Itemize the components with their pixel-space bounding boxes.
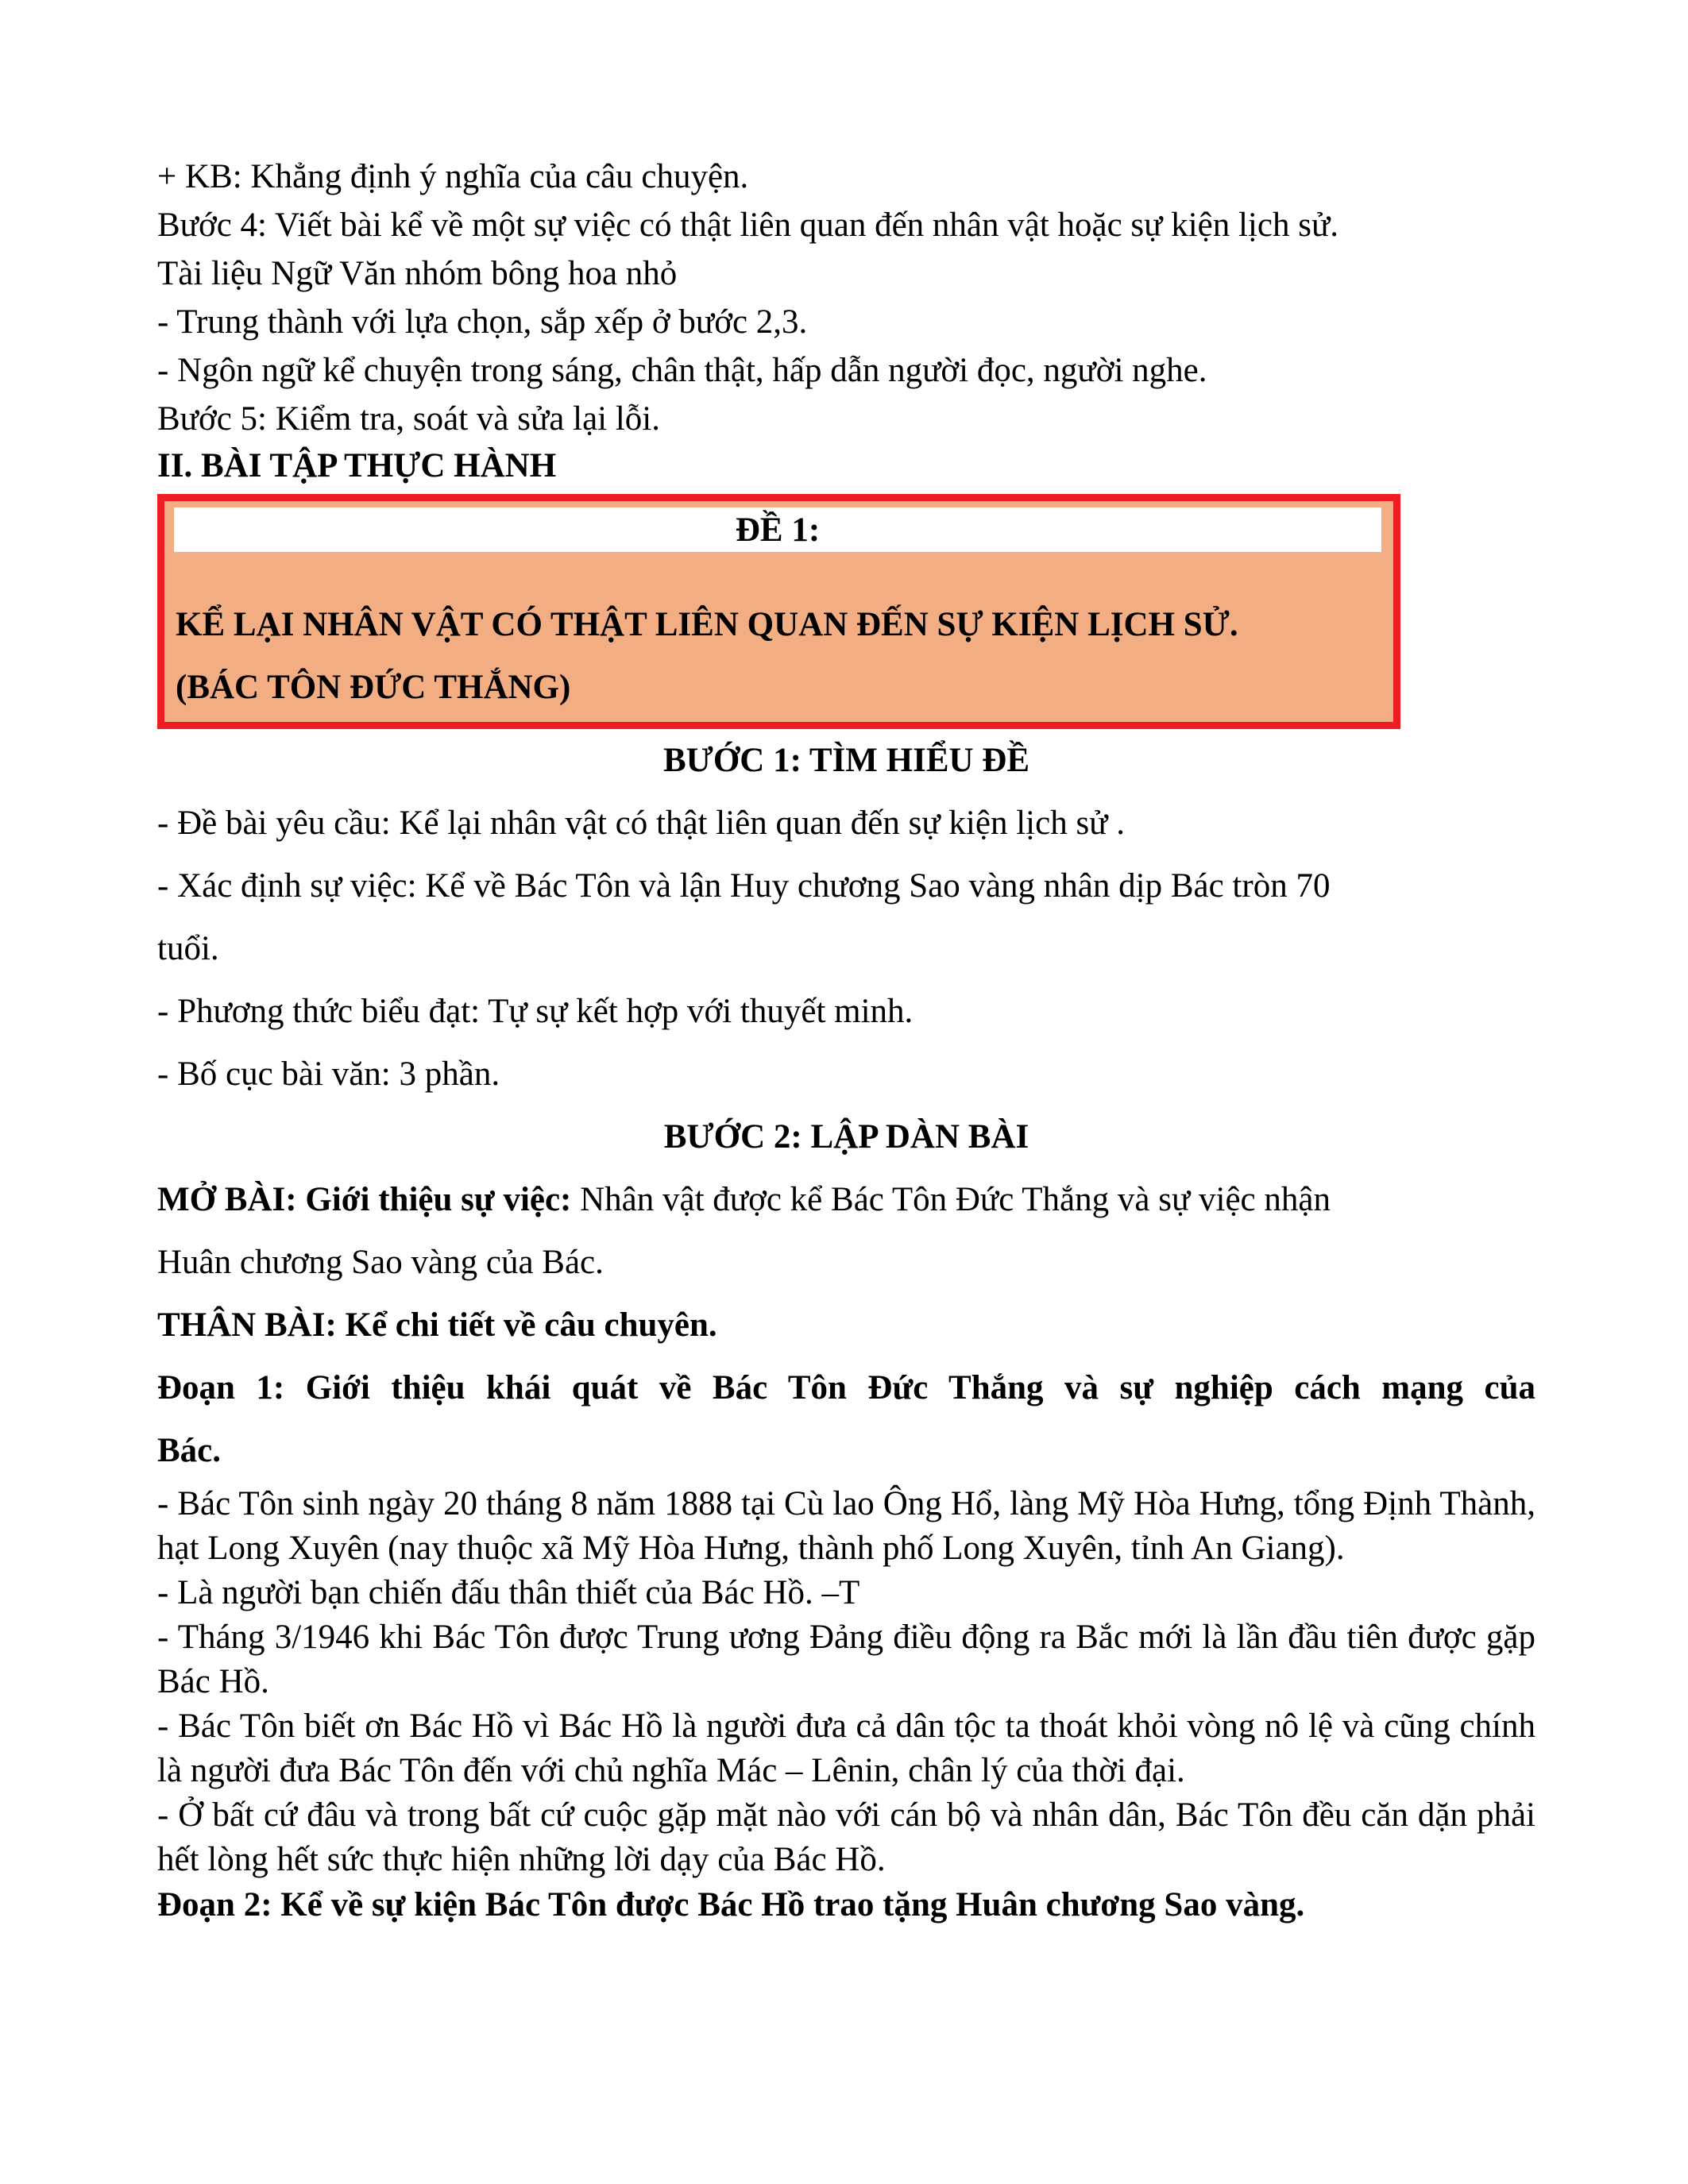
mo-bai-line-1	[157, 1168, 1535, 1231]
step1-item: - Phương thức biểu đạt: Tự sự kết hợp với thuyết minh.	[157, 993, 914, 1030]
exercise-title: ĐỀ 1:	[174, 507, 1381, 552]
exercise-topic-line-2: (BÁC TÔN ĐỨC THẮNG)	[176, 669, 571, 706]
doan2-heading: Đoạn 2: Kể về sự kiện Bác Tôn được Bác Hồ trao tặng Huân chương Sao vàng.	[157, 1886, 1305, 1924]
intro-line-4: - Trung thành với lựa chọn, sắp xếp ở bước 2,3.	[157, 303, 808, 341]
document-page	[157, 152, 1535, 1928]
intro-line-2: Bước 4: Viết bài kể về một sự việc có thật liên quan đến nhân vật hoặc sự kiện lịch sử.	[157, 206, 1339, 244]
mo-bai-label: MỞ BÀI: Giới thiệu sự việc:	[157, 1181, 572, 1218]
mo-bai-text: Nhân vật được kể Bác Tôn Đức Thắng và sự việc nhận	[571, 1181, 1331, 1218]
exercise-topic-line-1: KỂ LẠI NHÂN VẬT CÓ THẬT LIÊN QUAN ĐẾN SỰ KIỆN LỊCH SỬ.	[176, 606, 1238, 643]
section-title: II. BÀI TẬP THỰC HÀNH	[157, 447, 557, 484]
intro-line-1: + KB: Khẳng định ý nghĩa của câu chuyện.	[157, 158, 749, 195]
step1-heading: BƯỚC 1: TÌM HIỂU ĐỀ	[662, 742, 1030, 779]
step1-item: - Đề bài yêu cầu: Kể lại nhân vật có thật liên quan đến sự kiện lịch sử .	[157, 805, 1125, 842]
doan1-item: - Bác Tôn biết ơn Bác Hồ vì Bác Hồ là người đưa cả dân tộc ta thoát khỏi vòng nô lệ và cũng chính là người đưa Bác Tôn đến với chủ nghĩa Mác – Lênin, chân lý của thời đại.	[157, 1707, 1535, 1789]
exercise-topic	[176, 593, 1238, 719]
intro-line-6: Bước 5: Kiểm tra, soát và sửa lại lỗi.	[157, 400, 660, 438]
intro-line-5: - Ngôn ngữ kể chuyện trong sáng, chân thật, hấp dẫn người đọc, người nghe.	[157, 352, 1207, 389]
doan1-item: - Tháng 3/1946 khi Bác Tôn được Trung ương Đảng điều động ra Bắc mới là lần đầu tiên được gặp Bác Hồ.	[157, 1619, 1535, 1700]
step1-item: - Bố cục bài văn: 3 phần.	[157, 1055, 500, 1093]
doan1-heading-line-2: Bác.	[157, 1432, 222, 1469]
step2-heading: BƯỚC 2: LẬP DÀN BÀI	[663, 1118, 1029, 1156]
intro-line-3: Tài liệu Ngữ Văn nhóm bông hoa nhỏ	[157, 255, 678, 292]
doan1-item: - Ở bất cứ đâu và trong bất cứ cuộc gặp mặt nào với cán bộ và nhân dân, Bác Tôn đều căn dặn phải hết lòng hết sức thực hiện những lời dạy của Bác Hồ.	[157, 1796, 1535, 1878]
than-bai-heading: THÂN BÀI: Kể chi tiết về câu chuyên.	[157, 1306, 717, 1344]
step1-item: tuổi.	[157, 930, 219, 967]
doan1-item: - Bác Tôn sinh ngày 20 tháng 8 năm 1888 tại Cù lao Ông Hổ, làng Mỹ Hòa Hưng, tổng Định Thành, hạt Long Xuyên (nay thuộc xã Mỹ Hòa Hưng, thành phố Long Xuyên, tỉnh An Giang).	[157, 1485, 1535, 1567]
step1-item: - Xác định sự việc: Kể về Bác Tôn và lận Huy chương Sao vàng nhân dịp Bác tròn 70	[157, 867, 1331, 905]
doan1-item: - Là người bạn chiến đấu thân thiết của Bác Hồ. –T	[157, 1574, 860, 1611]
mo-bai-line-2: Huân chương Sao vàng của Bác.	[157, 1244, 604, 1281]
doan1-heading-line-1: Đoạn 1: Giới thiệu khái quát về Bác Tôn Đức Thắng và sự nghiệp cách mạng của	[157, 1369, 1535, 1406]
exercise-box	[157, 494, 1400, 729]
